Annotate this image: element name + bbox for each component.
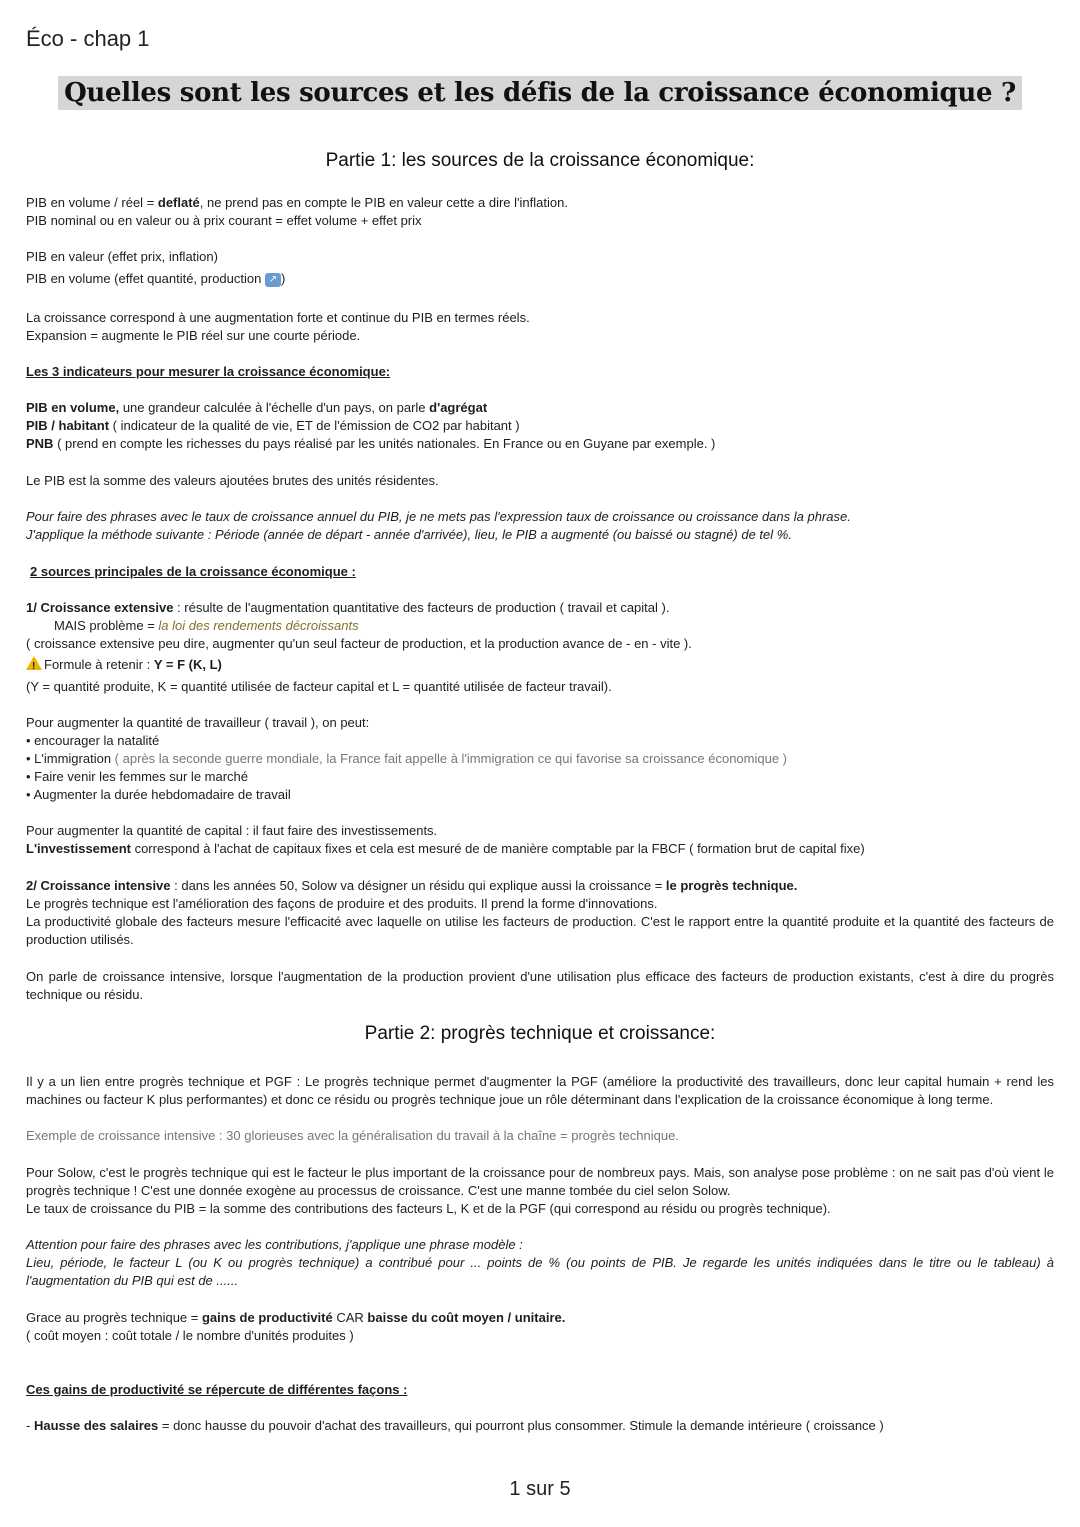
warning-icon xyxy=(26,656,42,670)
list-item: - Hausse des salaires = donc hausse du pouvoir d'achat des travailleurs, qui pourront plus consommer. Stimule la demande intérieure ( croissance ) xyxy=(26,1418,884,1433)
list-item: • encourager la natalité xyxy=(26,733,160,748)
list-item: • Augmenter la durée hebdomadaire de travail xyxy=(26,787,291,802)
text-line: Le progrès technique est l'amélioration des façons de produire et des produits. Il prend la forme d'innovations. xyxy=(26,896,658,911)
section-heading-gains: Ces gains de productivité se répercute de différentes façons : xyxy=(26,1382,408,1397)
text-line: Pour augmenter la quantité de travailleur ( travail ), on peut: xyxy=(26,715,370,730)
part2-heading: Partie 2: progrès technique et croissance: xyxy=(364,1023,716,1044)
italic-note: Attention pour faire des phrases avec les contributions, j'applique une phrase modèle : xyxy=(26,1237,523,1252)
text-line: Le PIB est la somme des valeurs ajoutées brutes des unités résidentes. xyxy=(26,473,439,488)
section-heading-sources: 2 sources principales de la croissance économique : xyxy=(30,564,356,579)
text-line: (Y = quantité produite, K = quantité utilisée de facteur capital et L = quantité utilisée de facteur travail). xyxy=(26,679,612,694)
text-line: Expansion = augmente le PIB réel sur une courte période. xyxy=(26,328,361,343)
text-line: Pour augmenter la quantité de capital : il faut faire des investissements. xyxy=(26,823,438,838)
part1-heading: Partie 1: les sources de la croissance économique: xyxy=(325,150,755,171)
text-line: !Formule à retenir : Y = F (K, L) xyxy=(26,656,222,674)
section-heading-indicators: Les 3 indicateurs pour mesurer la croissance économique: xyxy=(26,364,391,379)
text-line: PIB en volume (effet quantité, production ↗ ) xyxy=(26,271,286,286)
paragraph: Il y a un lien entre progrès technique et PGF : Le progrès technique permet d'augmenter la PGF (améliore la productivité des travailleurs, donc leur capital humain + rend les machines ou facteur K plus performantes) et donc ce résidu ou progrès technique joue un rôle déterminant dans l'explication de la croissance économique à long terme. xyxy=(26,1074,1054,1107)
text-line: La croissance correspond à une augmentation forte et continue du PIB en termes réels. xyxy=(26,310,530,325)
list-item: • L'immigration ( après la seconde guerre mondiale, la France fait appelle à l'immigration ce qui favorise sa croissance économique ) xyxy=(26,751,787,766)
text-line: Le taux de croissance du PIB = la somme des contributions des facteurs L, K et de la PGF (qui correspond au résidu ou progrès technique). xyxy=(26,1201,831,1216)
text-line: PIB en valeur (effet prix, inflation) xyxy=(26,249,218,264)
text-line: PIB nominal ou en valeur ou à prix courant = effet volume + effet prix xyxy=(26,213,422,228)
text-line: Exemple de croissance intensive : 30 glorieuses avec la généralisation du travail à la chaîne = progrès technique. xyxy=(26,1128,679,1143)
page-title: Quelles sont les sources et les défis de la croissance économique ? xyxy=(58,76,1022,110)
list-item: • Faire venir les femmes sur le marché xyxy=(26,769,249,784)
title-block xyxy=(0,76,1080,110)
paragraph: Pour Solow, c'est le progrès technique qui est le facteur le plus important de la croissance pour de nombreux pays. Mais, son analyse pose problème : on ne sait pas d'où vient le progrès technique ! C'est une donnée exogène au processus de croissance. C'est une manne tombée du ciel selon Solow. xyxy=(26,1165,1054,1198)
paragraph: On parle de croissance intensive, lorsque l'augmentation de la production provient d'une utilisation plus efficace des facteurs de production existants, c'est à dire du progrès technique ou résidu. xyxy=(26,969,1054,1002)
italic-note: Pour faire des phrases avec le taux de croissance annuel du PIB, je ne mets pas l'expression taux de croissance ou croissance dans la phrase. xyxy=(26,509,851,524)
paragraph: La productivité globale des facteurs mesure l'efficacité avec laquelle on utilise les facteurs de production. C'est le rapport entre la quantité produite et la quantité des facteurs de production utilisés. xyxy=(26,914,1054,947)
text-line: PIB en volume, une grandeur calculée à l'échelle d'un pays, on parle d'agrégat xyxy=(26,400,488,415)
text-line: PIB en volume / réel = deflaté, ne prend pas en compte le PIB en valeur cette a dire l'inflation. xyxy=(26,195,568,210)
text-line: MAIS problème = la loi des rendements décroissants xyxy=(54,618,359,633)
text-line: PNB ( prend en compte les richesses du pays réalisé par les unités nationales. En France ou en Guyane par exemple. ) xyxy=(26,436,716,451)
italic-note: J'applique la méthode suivante : Période (année de départ - année d'arrivée), lieu, le PIB a augmenté (ou baissé ou stagné) de tel %. xyxy=(26,527,792,542)
text-line: ( croissance extensive peu dire, augmenter qu'un seul facteur de production, et la production avance de - en - vite ). xyxy=(26,636,692,651)
text-line: L'investissement correspond à l'achat de capitaux fixes et cela est mesuré de de manière comptable par la FBCF ( formation brut de capital fixe) xyxy=(26,841,865,856)
page-number: 1 sur 5 xyxy=(509,1478,571,1500)
text-line: PIB / habitant ( indicateur de la qualité de vie, ET de l'émission de CO2 par habitant ) xyxy=(26,418,520,433)
document-header: Éco - chap 1 xyxy=(26,26,150,51)
text-line: Grace au progrès technique = gains de productivité CAR baisse du coût moyen / unitaire. xyxy=(26,1310,566,1325)
text-line: ( coût moyen : coût totale / le nombre d'unités produites ) xyxy=(26,1328,354,1343)
italic-note: Lieu, période, le facteur L (ou K ou progrès technique) a contribué pour ... points de % (ou points de PIB. Je regarde les unités indiquées dans le titre ou le tableau) à l'augmentation du PIB qui est de ...... xyxy=(26,1255,1054,1288)
arrow-up-right-icon: ↗ xyxy=(265,273,281,287)
text-line: 1/ Croissance extensive : résulte de l'augmentation quantitative des facteurs de production ( travail et capital ). xyxy=(26,600,670,615)
text-line: 2/ Croissance intensive : dans les années 50, Solow va désigner un résidu qui explique aussi la croissance = le progrès technique. xyxy=(26,878,798,893)
